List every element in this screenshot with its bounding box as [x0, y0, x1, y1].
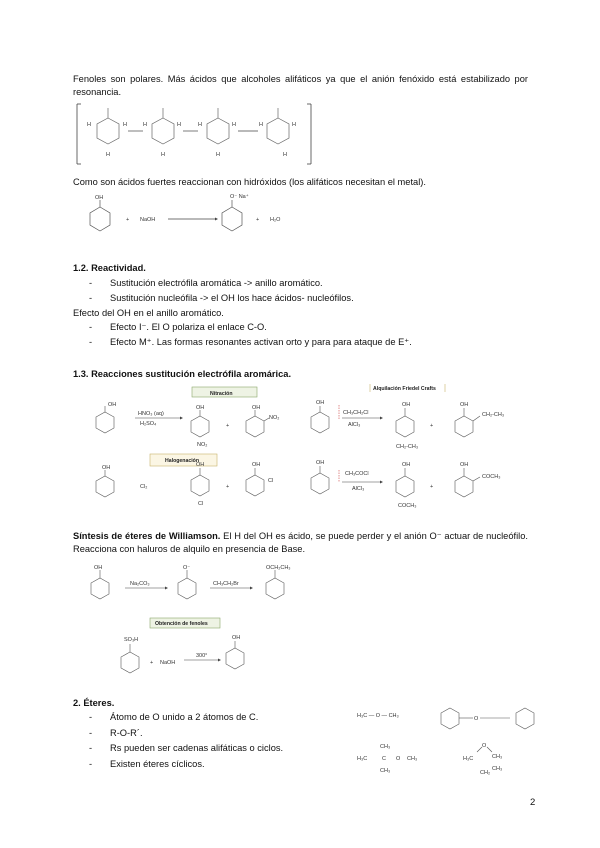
- alcl3-label: AlCl₃: [352, 486, 365, 492]
- bullet-dash: -: [89, 728, 93, 738]
- h-label: H: [292, 122, 296, 128]
- reactant-oh: OH: [108, 402, 117, 408]
- effect-intro: Efecto del OH en el anillo aromático.: [73, 308, 224, 318]
- reactivity-item: Sustitución electrófila aromática -> anillo aromático.: [110, 278, 323, 288]
- williamson-paragraph: [73, 530, 528, 556]
- no2-label: NO₂: [269, 415, 280, 421]
- ethyl-label: CH₂-CH₃: [482, 412, 505, 418]
- cyclic-h3c: H₃C: [463, 756, 474, 762]
- bullet-dash: -: [89, 278, 93, 288]
- hno3-label: HNO₃ (aq): [138, 411, 164, 417]
- plus-sign: +: [226, 423, 230, 429]
- williamson-title: Síntesis de éteres de Williamson.: [73, 531, 221, 541]
- ethyl-label: CH₂-CH₃: [396, 444, 419, 450]
- phenol-synthesis: [110, 616, 270, 676]
- product-oh: OH: [196, 405, 205, 411]
- h-label: H: [198, 122, 202, 128]
- product-oh: OH: [252, 462, 261, 468]
- reactivity-item: Sustitución nucleófila -> el OH los hace ácidos- nucleófilos.: [110, 293, 354, 303]
- water-label: H₂O: [270, 217, 281, 223]
- product-oh: OH: [232, 635, 241, 641]
- bullet-dash: -: [89, 712, 93, 722]
- plus-sign: +: [126, 217, 130, 223]
- sulfonic-label: SO₃H: [124, 637, 139, 643]
- temperature-label: 300°: [196, 653, 208, 659]
- williamson-text: El H del OH es ácido, se puede perder y el anión O⁻ actuar de nucleófilo. Reacciona con haluros de alquilo en presencia de Base.: [73, 531, 528, 554]
- resonance-diagram: [73, 100, 318, 168]
- ether-product-label: OCH₂CH₃: [266, 565, 291, 571]
- ethyl-chloride-label: CH₃CH₂Cl: [343, 410, 369, 416]
- na2co3-label: Na₂CO₃: [130, 581, 150, 587]
- plus-sign: +: [226, 484, 230, 490]
- alcl3-label: AlCl₃: [348, 422, 361, 428]
- h-label: H: [283, 152, 287, 158]
- phenoxide-label: O⁻: [183, 565, 191, 571]
- reactant-oh: OH: [94, 565, 103, 571]
- acetyl-label: COCH₃: [482, 474, 501, 480]
- halogenation-title: Halogenación: [165, 458, 200, 464]
- h2so4-label: H₂SO₄: [140, 421, 157, 427]
- no2-label: NO₂: [197, 442, 208, 448]
- ether-item: Rs pueden ser cadenas alifáticas o ciclos.: [110, 743, 284, 753]
- resonance-ring-3: [207, 108, 229, 144]
- cyclic-ch3-a: CH₃: [492, 754, 503, 760]
- friedel-title: Alquilación Friedel Crafts: [373, 386, 436, 392]
- bullet-dash: -: [89, 322, 93, 332]
- intro-paragraph: Fenoles son polares. Más ácidos que alcoholes alifáticos ya que el anión fenóxido está estabilizado por resonancia.: [73, 74, 528, 97]
- h-label: H: [143, 122, 147, 128]
- tert-ether-o: O: [396, 756, 401, 762]
- ether-item: Existen éteres cíclicos.: [110, 759, 205, 769]
- heading-eteres: 2. Éteres.: [73, 698, 115, 708]
- tert-ether-left: H₃C: [357, 756, 368, 762]
- product-oh: OH: [252, 405, 261, 411]
- heading-reactividad: 1.2. Reactividad.: [73, 263, 146, 273]
- plus-sign: +: [256, 217, 260, 223]
- ethyl-bromide-label: CH₃CH₂Br: [213, 581, 239, 587]
- plus-sign: +: [150, 660, 154, 666]
- tert-ether-right: CH₃: [407, 756, 418, 762]
- hydroxide-text: Como son ácidos fuertes reaccionan con hidróxidos (los alifáticos necesitan el metal).: [73, 177, 426, 187]
- bullet-dash: -: [89, 743, 93, 753]
- h-label: H: [123, 122, 127, 128]
- product-oh: OH: [460, 402, 469, 408]
- h-label: H: [161, 152, 165, 158]
- reactant-oh: OH: [316, 460, 325, 466]
- cyclic-o: O: [482, 743, 487, 749]
- phenol-synthesis-title: Obtención de fenoles: [155, 621, 208, 627]
- benzyl-ether-o: O: [474, 716, 479, 722]
- effect-item: Efecto M⁺. Las formas resonantes activan orto y para para ataque de E⁺.: [110, 337, 412, 347]
- cyclic-ch2: CH₂: [480, 770, 491, 776]
- electrophilic-reactions: [80, 382, 540, 509]
- williamson-reaction: [80, 560, 300, 610]
- tert-ether-c: C: [382, 756, 386, 762]
- cl-label: Cl: [268, 478, 274, 484]
- h-label: H: [216, 152, 220, 158]
- product-oh: OH: [402, 402, 411, 408]
- ether-structures: [355, 700, 550, 778]
- product-phenoxide: O⁻ Na⁺: [230, 194, 249, 200]
- resonance-ring-4: [267, 108, 289, 144]
- plus-sign: +: [430, 423, 434, 429]
- ether-item: Átomo de O unido a 2 átomos de C.: [110, 712, 259, 722]
- h-label: H: [177, 122, 181, 128]
- acetyl-chloride-label: CH₃COCl: [345, 471, 369, 477]
- h-label: H: [259, 122, 263, 128]
- plus-sign: +: [430, 484, 434, 490]
- tert-ether-top: CH₃: [380, 744, 391, 750]
- reactant-oh: OH: [102, 465, 111, 471]
- naoh-label: NaOH: [160, 660, 176, 666]
- nitration-title: Nitración: [210, 391, 233, 397]
- cyclic-ch3-b: CH₃: [492, 766, 503, 772]
- page-number: 2: [530, 797, 536, 808]
- h-label: H: [87, 122, 91, 128]
- product-oh: OH: [402, 462, 411, 468]
- product-oh: OH: [460, 462, 469, 468]
- h-label: H: [106, 152, 110, 158]
- resonance-ring-1: [97, 108, 119, 144]
- acetyl-label: COCH₃: [398, 503, 417, 509]
- h-label: H: [232, 122, 236, 128]
- bullet-dash: -: [89, 759, 93, 769]
- heading-electrophilic: 1.3. Reacciones sustitución electrófila aromárica.: [73, 369, 292, 379]
- effect-item: Efecto I⁻. El O polariza el enlace C-O.: [110, 322, 267, 332]
- dimethyl-ether-label: H₃C — O — CH₃: [357, 713, 399, 719]
- cl-label: Cl: [198, 501, 204, 507]
- reactant-oh: OH: [95, 195, 104, 201]
- bullet-dash: -: [89, 337, 93, 347]
- ether-item: R-O-R´.: [110, 728, 143, 738]
- tert-ether-bottom: CH₃: [380, 768, 391, 774]
- naoh-label: NaOH: [140, 217, 156, 223]
- reactant-oh: OH: [316, 400, 325, 406]
- cl2-label: Cl₂: [140, 484, 148, 490]
- product-oh: OH: [196, 462, 205, 468]
- resonance-ring-2: [152, 108, 174, 144]
- bullet-dash: -: [89, 293, 93, 303]
- hydroxide-reaction: [80, 192, 310, 244]
